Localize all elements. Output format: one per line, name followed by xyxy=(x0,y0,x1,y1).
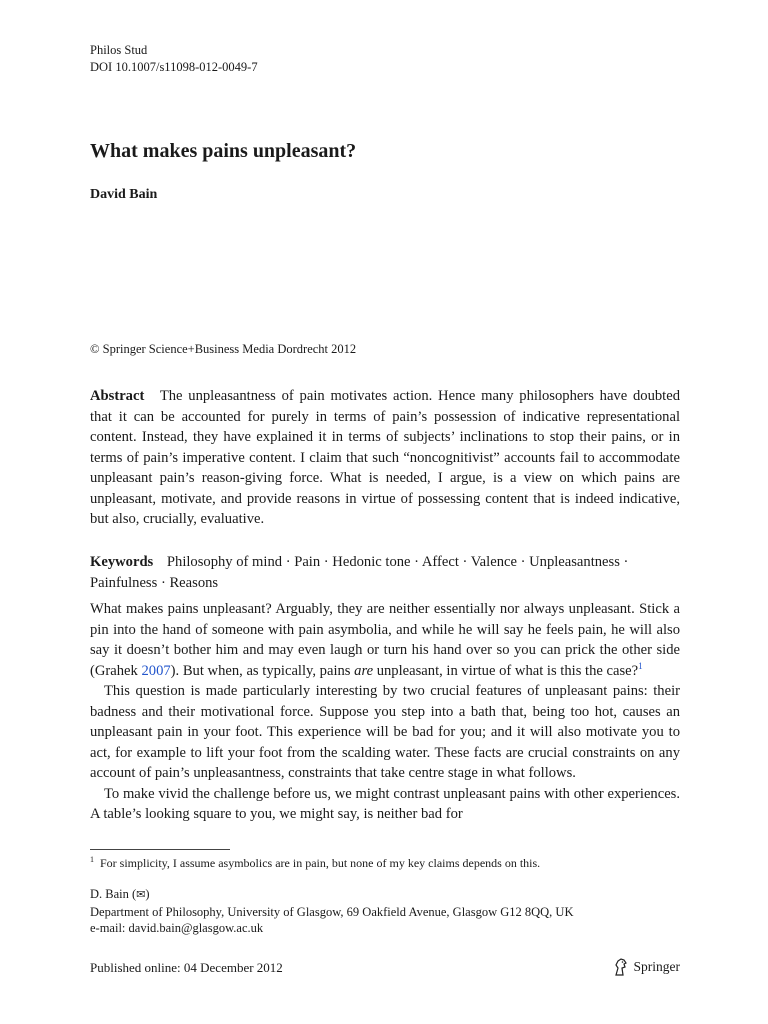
paragraph-1 xyxy=(90,599,680,681)
springer-wordmark: Springer xyxy=(633,959,680,974)
affiliation-email: e-mail: david.bain@glasgow.ac.uk xyxy=(90,921,264,935)
emphasis-are: are xyxy=(354,662,374,679)
paper-page xyxy=(90,0,680,1024)
springer-logo xyxy=(613,958,681,976)
abstract-text: The unpleasantness of pain motivates action. Hence many philosophers have doubted that it can be accounted for purely in terms of pain’s possession of indicative representational content. Instead, they have explained it in terms of subjects’ inclinations to stop their pains, or in terms of pain’s imperative content. I claim that such “noncognitivist” accounts fail to accommodate unpleasant pain’s reason-giving force. What is needed, I argue, is a view on which pains are unpleasant, motivate, and provide reasons in virtue of possessing content that is indeed indicative, but also, crucially, evaluative. xyxy=(90,388,680,527)
footnote-ref-link[interactable]: 1 xyxy=(638,660,643,671)
paragraph-2: This question is made particularly interesting by two crucial features of unpleasant pains: their badness and their motivational force. Suppose you step into a bath that, being too hot, causes an unpleasant pain in your foot. This experience will be bad for you; and it will also motivate you to act, for example to lift your foot from the scalding water. These facts are crucial constraints on any account of pain’s unpleasantness, constraints that take centre stage in what follows. xyxy=(90,683,680,781)
envelope-icon: ✉ xyxy=(136,888,146,901)
paragraph-3: To make vivid the challenge before us, we might contrast unpleasant pains with other experiences. A table’s looking square to you, we might say, is neither bad for xyxy=(90,785,680,822)
published-date: Published online: 04 December 2012 xyxy=(90,960,283,975)
body-text xyxy=(90,599,680,825)
footnote-number: 1 xyxy=(90,855,94,864)
affiliation-name-line xyxy=(90,886,574,904)
paper-title: What makes pains unpleasant? xyxy=(90,140,357,162)
doi: DOI 10.1007/s11098-012-0049-7 xyxy=(90,60,258,74)
footnote xyxy=(90,855,540,871)
affiliation-name: D. Bain ( xyxy=(90,887,137,901)
keywords xyxy=(90,552,680,593)
abstract xyxy=(90,386,680,530)
affiliation-department: Department of Philosophy, University of Glasgow, 69 Oakfield Avenue, Glasgow G12 8QQ, UK xyxy=(90,904,574,919)
journal-name: Philos Stud xyxy=(90,43,148,57)
citation-link[interactable]: 2007 xyxy=(141,662,171,679)
affiliation-name-close: ) xyxy=(145,887,150,901)
paragraph-1-text-a: What makes pains unpleasant? Arguably, they are neither essentially nor always unpleasant. Stick a pin into the hand of someone with pain asymbolia, and while he will say he feels pain, he will also say it doesn’t bother him and may even laugh or turn his hand over so you can prick the other side (Grahek xyxy=(90,601,680,679)
paragraph-1-text-c: unpleasant, in virtue of what is this the case? xyxy=(373,662,639,679)
author-name: David Bain xyxy=(90,187,158,202)
copyright-notice: © Springer Science+Business Media Dordrecht 2012 xyxy=(90,342,357,356)
footnote-text: For simplicity, I assume asymbolics are in pain, but none of my key claims depends on this. xyxy=(100,856,541,870)
keywords-text: Philosophy of mind · Pain · Hedonic tone · Affect · Valence · Unpleasantness · Painfulness · Reasons xyxy=(90,554,629,591)
author-affiliation xyxy=(90,886,574,937)
abstract-label: Abstract xyxy=(90,388,145,404)
springer-horse-icon xyxy=(613,958,629,976)
paragraph-1-text-b: ). But when, as typically, pains xyxy=(170,662,355,679)
footnote-divider xyxy=(90,849,230,850)
journal-header xyxy=(90,42,258,76)
keywords-label: Keywords xyxy=(90,554,154,570)
